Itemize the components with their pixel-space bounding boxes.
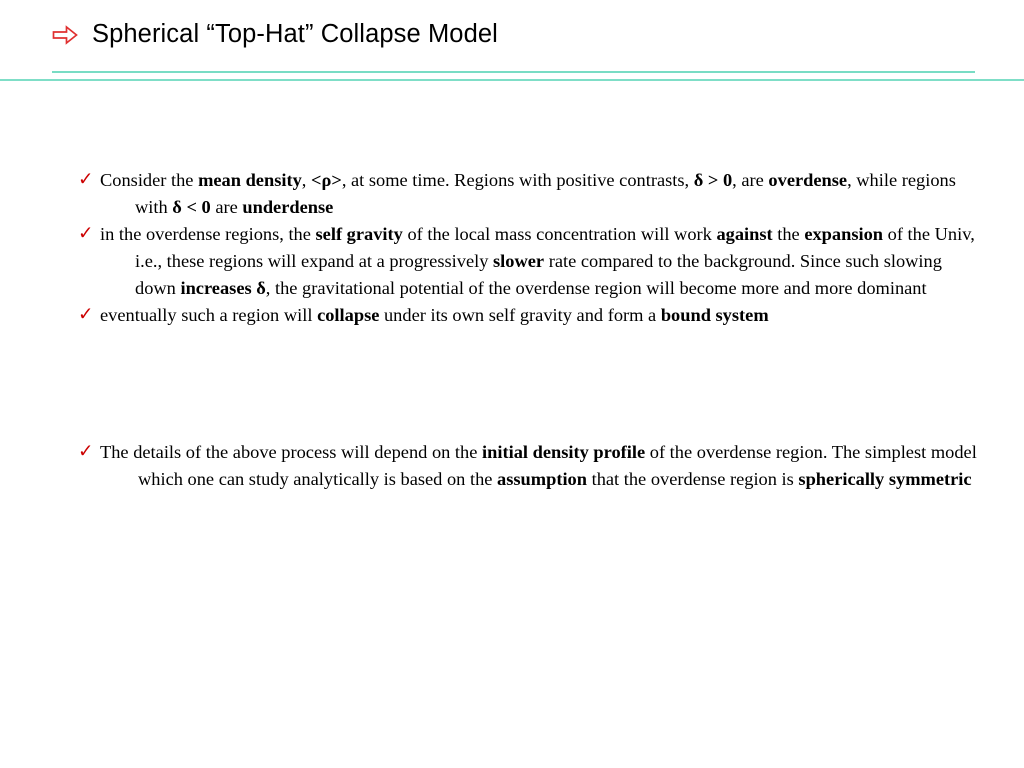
secondary-bullet-group	[78, 439, 978, 493]
text-run: ,	[301, 170, 311, 190]
text-run: rate compared to the background. Since such slowing down	[135, 251, 942, 298]
bold-run: collapse	[317, 305, 380, 325]
bold-run: bound system	[660, 305, 769, 325]
slide-header	[0, 0, 1024, 84]
bold-run: expansion	[804, 224, 884, 244]
bold-run: spherically symmetric	[798, 469, 972, 489]
check-icon: ✓	[78, 304, 94, 324]
bullet-item	[78, 439, 978, 493]
bold-run: mean density	[198, 170, 302, 190]
check-icon: ✓	[78, 223, 94, 243]
bold-run: initial density profile	[482, 442, 646, 462]
bullet-item	[78, 302, 978, 329]
text-run: are	[210, 197, 243, 217]
bold-run: <ρ>	[311, 170, 342, 190]
check-icon: ✓	[78, 441, 94, 461]
bold-run: against	[716, 224, 773, 244]
bold-run: overdense	[768, 170, 848, 190]
bullet-item	[78, 167, 978, 221]
text-run: of the Univ, i.e., these regions will expand at a progressively	[135, 224, 975, 271]
text-run: , while regions with	[135, 170, 956, 217]
page-title: Spherical “Top-Hat” Collapse Model	[92, 20, 498, 48]
bold-run: self gravity	[315, 224, 403, 244]
bold-run: increases δ	[180, 278, 266, 298]
title-row	[52, 22, 498, 48]
right-arrow-icon	[52, 25, 78, 45]
text-run: , the gravitational potential of the overdense region will become more and more dominant	[265, 278, 927, 298]
text-run: , at some time. Regions with positive contrasts,	[341, 170, 694, 190]
bullet-text	[100, 167, 978, 221]
text-run: , are	[732, 170, 769, 190]
bold-run: δ > 0	[693, 170, 733, 190]
text-run: under its own self gravity and form a	[379, 305, 661, 325]
primary-bullet-group	[78, 167, 978, 329]
text-run: that the overdense region is	[586, 469, 799, 489]
header-divider-lower	[0, 79, 1024, 81]
text-run: the	[772, 224, 805, 244]
bold-run: δ < 0	[172, 197, 211, 217]
bullet-text	[100, 302, 978, 329]
text-run: of the local mass concentration will work	[402, 224, 717, 244]
bullet-text	[100, 439, 978, 493]
text-run: in the overdense regions, the	[100, 224, 316, 244]
bullet-item	[78, 221, 978, 302]
text-run: The details of the above process will depend on the	[100, 442, 483, 462]
check-icon: ✓	[78, 169, 94, 189]
bold-run: slower	[493, 251, 545, 271]
text-run: Consider the	[100, 170, 199, 190]
bold-run: underdense	[242, 197, 334, 217]
bold-run: assumption	[497, 469, 587, 489]
header-divider-upper	[52, 71, 975, 73]
bullet-text	[100, 221, 978, 302]
text-run: of the overdense region. The simplest model which one can study analytically is based on the	[138, 442, 977, 489]
text-run: eventually such a region will	[100, 305, 318, 325]
